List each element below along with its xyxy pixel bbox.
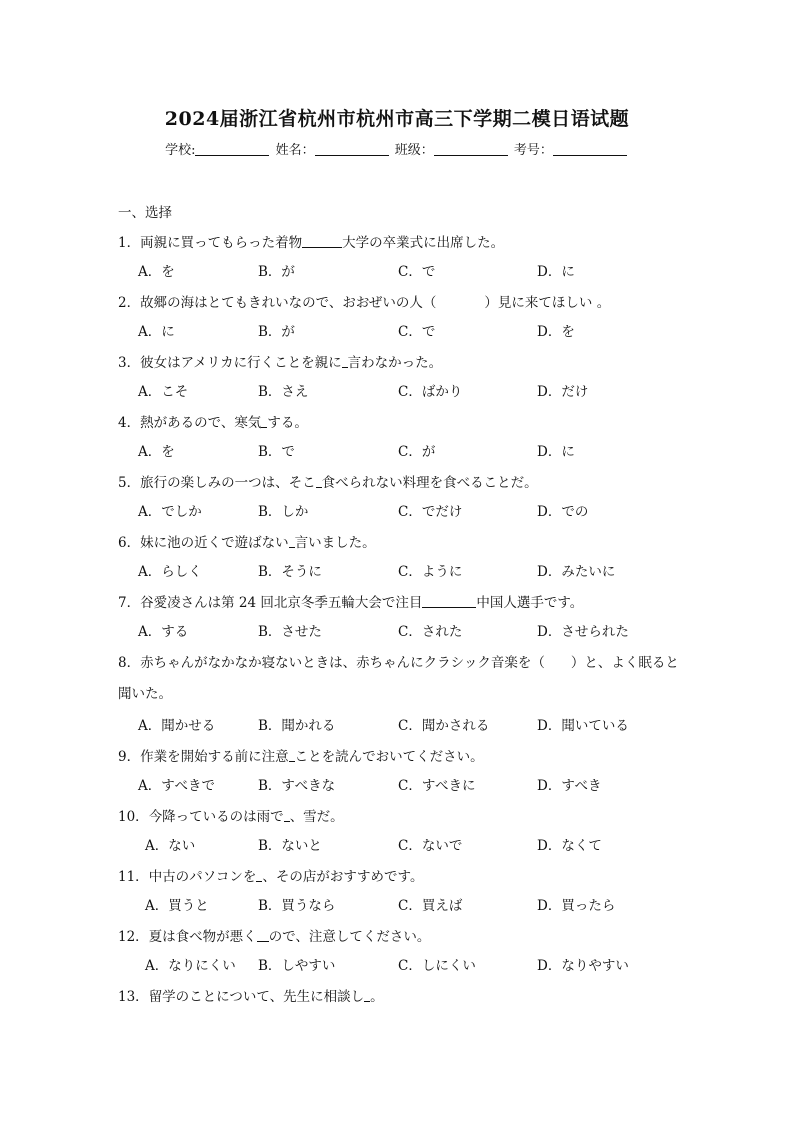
options-row bbox=[118, 316, 688, 348]
question-number: 5． bbox=[118, 475, 141, 491]
option-b[interactable]: B．さえ bbox=[258, 384, 309, 400]
question-text-after: する。 bbox=[267, 415, 308, 431]
question-text-before: 旅行の楽しみの一つは、そこ bbox=[140, 475, 316, 491]
option-b[interactable]: B．そうに bbox=[258, 564, 322, 580]
question-10 bbox=[118, 804, 688, 830]
option-d[interactable]: D．を bbox=[537, 324, 575, 340]
option-c[interactable]: C．ばかり bbox=[398, 384, 463, 400]
question-text-after: ）と、よく眠ると聞いた。 bbox=[118, 655, 679, 702]
options-row bbox=[118, 496, 688, 528]
option-a[interactable]: A．なりにくい bbox=[145, 958, 236, 974]
question-13 bbox=[118, 984, 688, 1010]
option-d[interactable]: D．での bbox=[537, 504, 589, 520]
option-b[interactable]: B．しか bbox=[258, 504, 309, 520]
option-c[interactable]: C．買えば bbox=[398, 898, 463, 914]
options-row bbox=[118, 950, 688, 982]
exam-number-label: 考号： bbox=[513, 143, 553, 158]
option-b[interactable]: B．聞かれる bbox=[258, 718, 336, 734]
question-3 bbox=[118, 350, 688, 376]
student-info-line bbox=[0, 139, 794, 158]
option-d[interactable]: D．すべき bbox=[537, 778, 602, 794]
question-text-before: 赤ちゃんがなかなか寝ないときは、赤ちゃんにクラシック音楽を（ bbox=[140, 655, 545, 671]
option-b[interactable]: B．買うなら bbox=[258, 898, 336, 914]
question-text-before: 彼女はアメリカに行くことを親に bbox=[140, 355, 342, 371]
school-blank[interactable] bbox=[195, 143, 269, 156]
question-12 bbox=[118, 924, 688, 950]
question-6 bbox=[118, 530, 688, 556]
question-9 bbox=[118, 744, 688, 770]
question-text-before: 谷愛凌さんは第 24 回北京冬季五輪大会で注目 bbox=[140, 595, 423, 611]
option-c[interactable]: C．で bbox=[398, 324, 436, 340]
question-number: 10． bbox=[118, 809, 149, 825]
option-d[interactable]: D．させられた bbox=[537, 624, 629, 640]
option-a[interactable]: A．らしく bbox=[138, 564, 202, 580]
option-c[interactable]: C．しにくい bbox=[398, 958, 476, 974]
question-text-after: 言いました。 bbox=[294, 535, 376, 551]
question-number: 8． bbox=[118, 655, 141, 671]
question-text-after: ）見に来てほしい 。 bbox=[484, 295, 611, 311]
question-8 bbox=[118, 648, 688, 710]
question-text-after: 、雪だ。 bbox=[289, 809, 344, 825]
option-d[interactable]: D．に bbox=[537, 264, 575, 280]
option-d[interactable]: D．に bbox=[537, 444, 575, 460]
question-number: 13． bbox=[118, 989, 149, 1005]
option-c[interactable]: C．が bbox=[398, 444, 436, 460]
question-text-after: 大学の卒業式に出席した。 bbox=[342, 235, 505, 251]
question-text-after: ので、注意してください。 bbox=[268, 929, 431, 945]
question-text-before: 留学のことについて、先生に相談し bbox=[148, 989, 365, 1005]
option-c[interactable]: C．ないで bbox=[398, 838, 463, 854]
option-c[interactable]: C．でだけ bbox=[398, 504, 463, 520]
question-number: 3． bbox=[118, 355, 141, 371]
name-blank[interactable] bbox=[315, 143, 389, 156]
option-b[interactable]: B．が bbox=[258, 324, 295, 340]
exam-number-blank[interactable] bbox=[553, 143, 627, 156]
school-label: 学校: bbox=[165, 143, 196, 158]
exam-title: 2024届浙江省杭州市杭州市高三下学期二模日语试题 bbox=[164, 108, 630, 130]
option-d[interactable]: D．なくて bbox=[537, 838, 602, 854]
question-text-before: 両親に買ってもらった着物 bbox=[140, 235, 303, 251]
options-row bbox=[118, 556, 688, 588]
question-text-before: 今降っているのは雨で bbox=[148, 809, 284, 825]
options-row bbox=[118, 436, 688, 468]
option-c[interactable]: C．すべきに bbox=[398, 778, 476, 794]
name-label: 姓名： bbox=[275, 143, 315, 158]
section-heading: 一、选择 bbox=[118, 205, 172, 221]
option-d[interactable]: D．だけ bbox=[537, 384, 589, 400]
question-2 bbox=[118, 290, 688, 316]
question-4 bbox=[118, 410, 688, 436]
option-d[interactable]: D．聞いている bbox=[537, 718, 629, 734]
options-row bbox=[118, 830, 688, 862]
question-text-before: 夏は食べ物が悪く bbox=[148, 929, 257, 945]
option-b[interactable]: B．しやすい bbox=[258, 958, 336, 974]
option-a[interactable]: A．こそ bbox=[138, 384, 189, 400]
option-a[interactable]: A．を bbox=[138, 264, 175, 280]
question-number: 2． bbox=[118, 295, 141, 311]
class-blank[interactable] bbox=[434, 143, 508, 156]
options-row bbox=[118, 890, 688, 922]
question-7 bbox=[118, 590, 688, 616]
option-a[interactable]: A．聞かせる bbox=[138, 718, 216, 734]
question-text-before: 故郷の海はとてもきれいなので、おおぜいの人（ bbox=[140, 295, 437, 311]
option-a[interactable]: A．すべきで bbox=[138, 778, 215, 794]
option-c[interactable]: C．聞かされる bbox=[398, 718, 490, 734]
answer-blank[interactable] bbox=[422, 594, 476, 608]
answer-blank[interactable] bbox=[257, 928, 269, 942]
option-a[interactable]: A．でしか bbox=[138, 504, 202, 520]
question-text-after: ことを読んでおいてください。 bbox=[294, 749, 484, 765]
option-c[interactable]: C．で bbox=[398, 264, 436, 280]
question-text-before: 中古のパソコンを bbox=[148, 869, 257, 885]
options-row bbox=[118, 256, 688, 288]
question-number: 9． bbox=[118, 749, 141, 765]
question-text-after: 食べられない料理を食べることだ。 bbox=[321, 475, 538, 491]
option-c[interactable]: C．ように bbox=[398, 564, 463, 580]
options-row bbox=[118, 376, 688, 408]
option-a[interactable]: A．する bbox=[138, 624, 189, 640]
class-label: 班级： bbox=[394, 143, 434, 158]
option-a[interactable]: A．に bbox=[138, 324, 175, 340]
options-row bbox=[118, 616, 688, 648]
option-c[interactable]: C．された bbox=[398, 624, 463, 640]
option-b[interactable]: B．ないと bbox=[258, 838, 322, 854]
option-b[interactable]: B．で bbox=[258, 444, 295, 460]
option-b[interactable]: B．すべきな bbox=[258, 778, 336, 794]
question-number: 11． bbox=[118, 869, 149, 885]
question-1 bbox=[118, 230, 688, 256]
question-text-before: 作業を開始する前に注意 bbox=[140, 749, 289, 765]
question-5 bbox=[118, 470, 688, 496]
question-list bbox=[118, 202, 688, 1010]
question-number: 12． bbox=[118, 929, 149, 945]
question-number: 6． bbox=[118, 535, 141, 551]
option-d[interactable]: D．みたいに bbox=[537, 564, 616, 580]
option-d[interactable]: D．なりやすい bbox=[537, 958, 629, 974]
question-text-before: 妹に池の近くで遊ばない bbox=[140, 535, 289, 551]
question-text-after: 。 bbox=[370, 989, 384, 1005]
question-11 bbox=[118, 864, 688, 890]
option-a[interactable]: A．ない bbox=[145, 838, 196, 854]
question-text-after: 中国人選手です。 bbox=[476, 595, 584, 611]
options-row bbox=[118, 710, 688, 742]
question-text-before: 熱があるので、寒気 bbox=[140, 415, 262, 431]
question-text-after: 、その店がおすすめです。 bbox=[262, 869, 424, 885]
options-row bbox=[118, 770, 688, 802]
answer-blank[interactable] bbox=[302, 234, 342, 248]
option-b[interactable]: B．させた bbox=[258, 624, 322, 640]
option-b[interactable]: B．が bbox=[258, 264, 295, 280]
question-number: 7． bbox=[118, 595, 141, 611]
question-text-after: 言わなかった。 bbox=[347, 355, 443, 371]
option-a[interactable]: A．を bbox=[138, 444, 175, 460]
option-d[interactable]: D．買ったら bbox=[537, 898, 616, 914]
question-number: 1． bbox=[118, 235, 141, 251]
option-a[interactable]: A．買うと bbox=[145, 898, 209, 914]
question-number: 4． bbox=[118, 415, 141, 431]
